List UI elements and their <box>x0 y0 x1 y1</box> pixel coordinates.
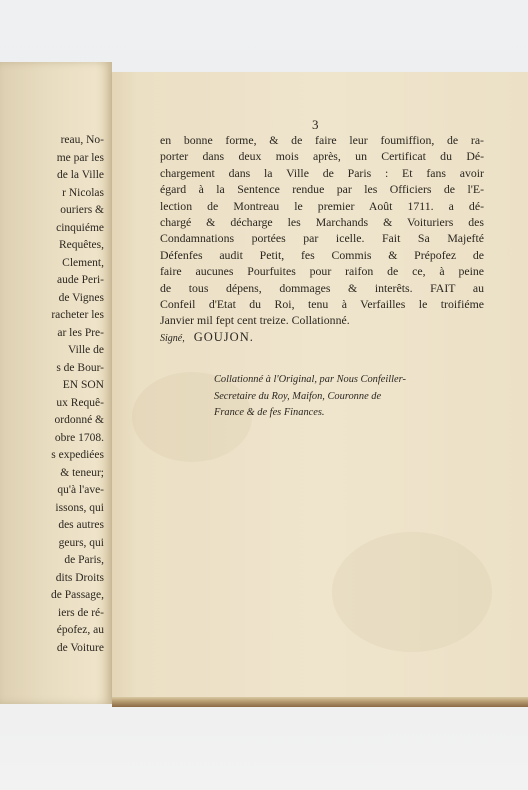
text-line: épofez, au <box>56 624 104 636</box>
text-line: aude Peri- <box>57 274 104 286</box>
text-line: lection de Montreau le premier Août 1711. a dé- <box>160 198 484 213</box>
text-line: Ville de <box>67 344 104 356</box>
text-line: r Nicolas <box>62 186 104 199</box>
text-line: ouriers & <box>60 204 104 216</box>
text-line: porter dans deux mois après, un Certificat du Dé- <box>160 149 484 164</box>
text-line: de tous dépens, dommages & interêts. FAIT au <box>160 280 484 295</box>
text-line: de Passage, <box>50 589 104 601</box>
text-line: chargement dans la Ville de Paris : Et fans avoir <box>160 165 484 180</box>
text-line: Défenfes audit Petit, fes Commis & Prépofez de <box>160 247 484 262</box>
text-line: des autres <box>58 519 104 531</box>
text-line: Confeil d'Etat du Roi, tenu à Verfailles le troifiéme <box>160 297 484 312</box>
signature-line <box>160 330 254 345</box>
text-line: & teneur; <box>60 466 104 479</box>
text-line: me par les <box>56 151 104 164</box>
text-line: reau, No- <box>60 134 104 146</box>
text-line: de Vignes <box>58 291 104 304</box>
text-line: cinquiéme <box>56 221 104 234</box>
text-line: Janvier mil fept cent treize. Collationné. <box>160 313 350 328</box>
text-line: s de Bour- <box>56 361 104 374</box>
text-line: racheter les <box>51 309 104 321</box>
main-text-block <box>160 132 484 329</box>
text-line: France & de fes Finances. <box>214 407 325 418</box>
text-line: de la Ville <box>57 169 104 181</box>
signature-prefix: Signé, <box>160 333 185 344</box>
left-page <box>0 62 112 704</box>
text-line: issons, qui <box>55 501 104 514</box>
text-line: ordonné & <box>54 414 104 426</box>
text-line: Secretaire du Roy, Maifon, Couronne de <box>214 390 382 402</box>
text-line: chargé & décharge les Marchands & Voituriers des <box>160 215 484 230</box>
text-line: dits Droits <box>55 571 104 584</box>
text-line: qu'à l'ave- <box>57 484 104 496</box>
text-line: en bonne forme, & de faire leur foumiffion, de ra- <box>160 133 484 147</box>
left-page-text <box>0 132 104 657</box>
text-line: de Voiture <box>56 641 104 654</box>
text-line: geurs, qui <box>58 536 104 549</box>
text-line: obre 1708. <box>54 431 104 444</box>
page-number: 3 <box>312 117 319 132</box>
text-line: Requêtes, <box>58 239 104 251</box>
text-line: ar les Pre- <box>57 326 104 339</box>
signature-name: GOUJON. <box>193 330 254 344</box>
collation-note <box>214 372 484 422</box>
page-bottom-edge <box>112 697 528 707</box>
text-line: Condamnations portées par icelle. Fait Sa Majefté <box>160 231 484 246</box>
text-line: égard à la Sentence rendue par les Officiers de l'E- <box>160 182 484 197</box>
text-line: faire aucunes Pourfuites pour raifon de ce, à peine <box>160 264 484 279</box>
text-line: s expediées <box>51 449 104 461</box>
text-line: EN SON <box>62 379 104 391</box>
text-line: ux Requê- <box>56 396 104 409</box>
text-line: Clement, <box>62 256 104 269</box>
text-line: iers de ré- <box>58 606 104 619</box>
text-line: Collationné à l'Original, par Nous Confeiller- <box>214 374 406 385</box>
text-line: de Paris, <box>64 554 104 566</box>
